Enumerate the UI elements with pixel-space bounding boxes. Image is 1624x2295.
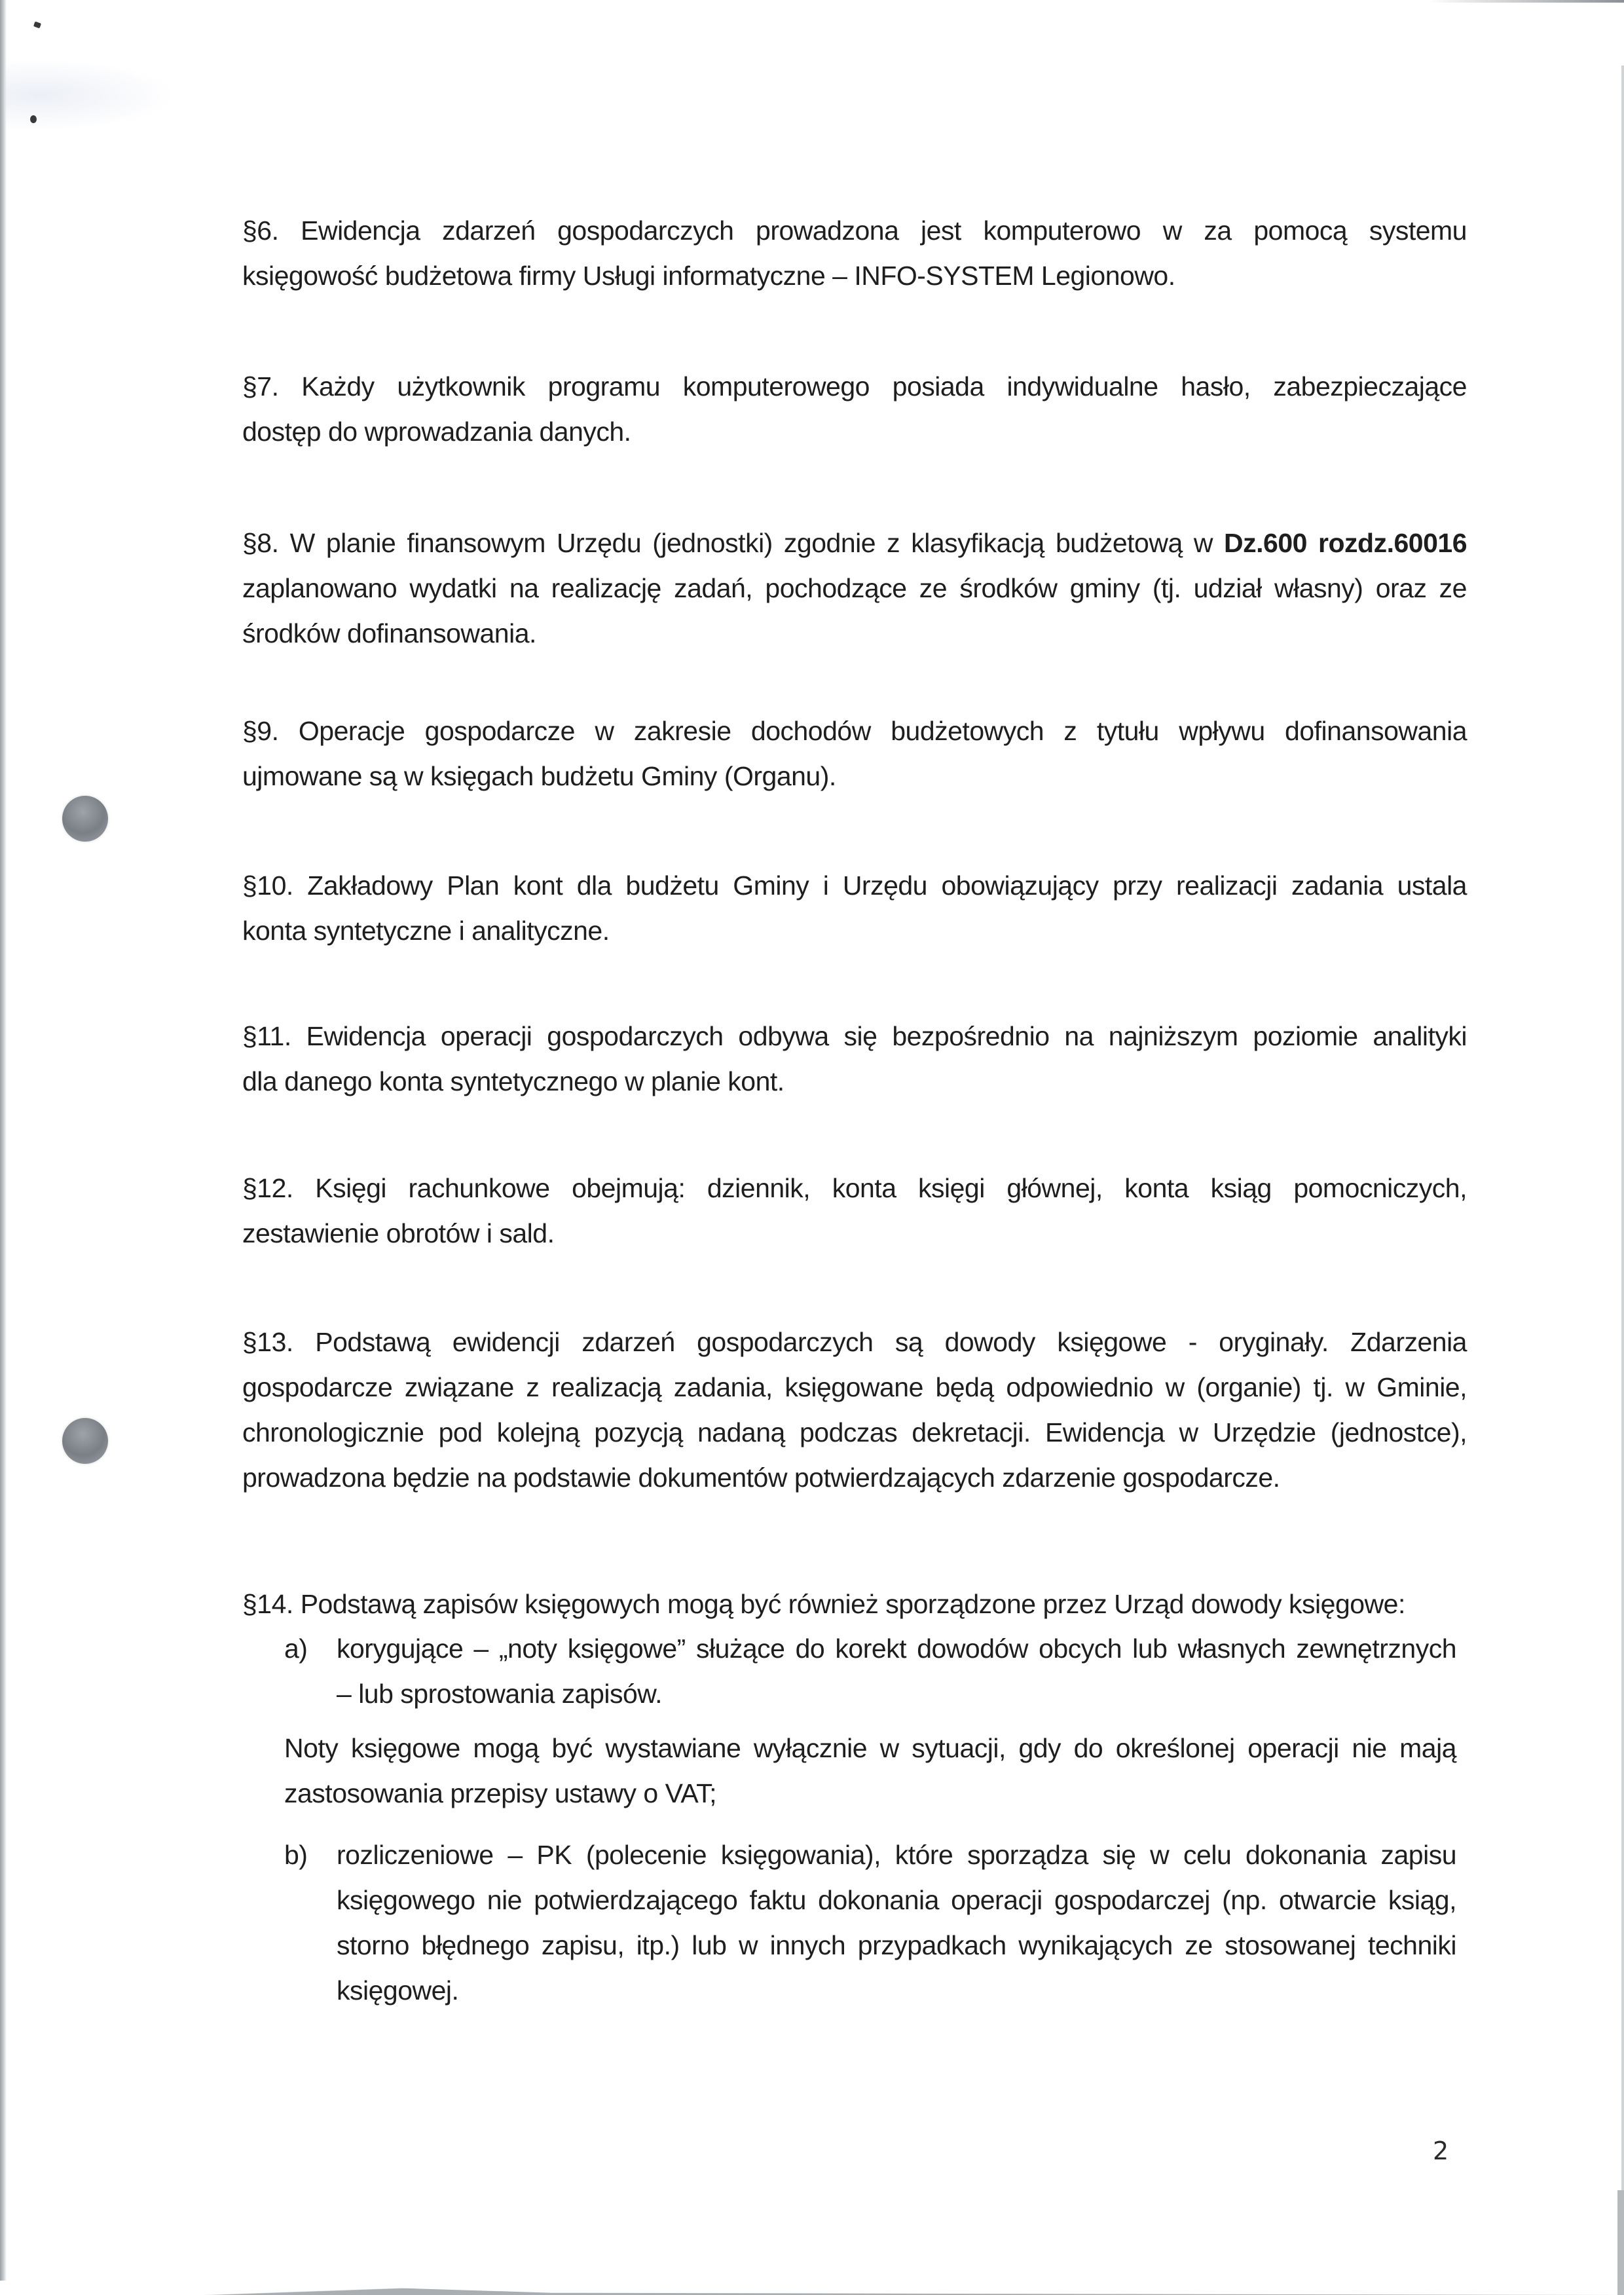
paragraph-line: chronologicznie pod kolejną pozycją nadaną podczas dekretacji. Ewidencja w Urzędzie (jednostce), — [242, 1417, 1467, 1447]
paragraph-line: konta syntetyczne i analityczne. — [242, 916, 610, 946]
paragraph-line: dla danego konta syntetycznego w planie kont. — [242, 1066, 784, 1096]
budget-classification: Dz.600 rozdz.60016 — [1224, 528, 1467, 558]
paragraph-line: rozliczeniowe – PK (polecenie księgowania), które sporządza się w celu dokonania zapisu — [337, 1840, 1456, 1870]
paragraph-line: – lub sprostowania zapisów. — [337, 1679, 663, 1709]
paragraph-line: storno błędnego zapisu, itp.) lub w innych przypadkach wynikających ze stosowanej techniki — [337, 1930, 1456, 1960]
scan-speck — [30, 115, 37, 123]
scan-bottom-edge — [0, 2281, 1624, 2295]
paragraph-line: środków dofinansowania. — [242, 618, 536, 648]
paragraph-line: §7. Każdy użytkownik programu komputerowego posiada indywidualne hasło, zabezpieczające — [242, 371, 1467, 401]
scan-left-edge — [0, 0, 7, 2295]
paragraph-line: gospodarcze związane z realizacją zadania, księgowane będą odpowiednio w (organie) tj. w Gminie, — [242, 1372, 1467, 1402]
paragraph-line: §13. Podstawą ewidencji zdarzeń gospodarczych są dowody księgowe - oryginały. Zdarzenia — [242, 1327, 1467, 1357]
paragraph-line: §10. Zakładowy Plan kont dla budżetu Gminy i Urzędu obowiązujący przy realizacji zadania ustala — [242, 870, 1467, 901]
punch-hole — [62, 796, 108, 842]
paragraph-line: zestawienie obrotów i sald. — [242, 1218, 555, 1248]
paragraph-line: Noty księgowe mogą być wystawiane wyłącznie w sytuacji, gdy do określonej operacji nie mają — [284, 1733, 1456, 1763]
list-marker: b) — [284, 1840, 308, 1870]
paragraph-12 — [242, 1166, 1467, 1256]
scan-top-edge — [1428, 0, 1624, 3]
vat-note — [284, 1726, 1456, 1816]
list-marker: a) — [284, 1633, 308, 1664]
paragraph-line: zaplanowano wydatki na realizację zadań, pochodzące ze środków gminy (tj. udział własny) oraz ze — [242, 573, 1467, 603]
paragraph-13 — [242, 1320, 1467, 1501]
paragraph-9 — [242, 709, 1467, 799]
paragraph-line: dostęp do wprowadzania danych. — [242, 417, 631, 447]
page-number: 2 — [1433, 2136, 1449, 2165]
paragraph-line: księgowej. — [337, 1975, 459, 2006]
paragraph-7 — [242, 364, 1467, 455]
list-item-body — [337, 1626, 1456, 1717]
paragraph-line — [242, 521, 1467, 566]
paragraph-14 — [242, 1582, 1467, 1627]
paragraph-line: §12. Księgi rachunkowe obejmują: dziennik, konta księgi głównej, konta ksiąg pomocniczych, — [242, 1173, 1467, 1203]
scan-speck — [33, 22, 41, 29]
paragraph-line: ujmowane są w księgach budżetu Gminy (Organu). — [242, 761, 836, 791]
paragraph-text: §8. W planie finansowym Urzędu (jednostki) zgodnie z klasyfikacją budżetową w — [242, 528, 1225, 558]
paragraph-8 — [242, 521, 1467, 656]
paragraph-line: §6. Ewidencja zdarzeń gospodarczych prowadzona jest komputerowo w za pomocą systemu — [242, 215, 1467, 246]
paragraph-line: §14. Podstawą zapisów księgowych mogą być również sporządzone przez Urząd dowody księgowe: — [242, 1589, 1405, 1619]
scan-bottom-right-edge — [1617, 2190, 1624, 2295]
paragraph-10 — [242, 863, 1467, 954]
punch-hole — [62, 1418, 108, 1464]
paragraph-line: korygujące – „noty księgowe” służące do korekt dowodów obcych lub własnych zewnętrznych — [337, 1633, 1456, 1664]
paragraph-line: księgowego nie potwierdzającego faktu dokonania operacji gospodarczej (np. otwarcie ksiąg, — [337, 1885, 1456, 1915]
paragraph-line: §9. Operacje gospodarcze w zakresie dochodów budżetowych z tytułu wpływu dofinansowania — [242, 716, 1467, 746]
paragraph-11 — [242, 1014, 1467, 1104]
scan-right-edge — [1621, 65, 1624, 2295]
paragraph-line: §11. Ewidencja operacji gospodarczych odbywa się bezpośrednio na najniższym poziomie analityki — [242, 1021, 1467, 1051]
list-item-body — [337, 1833, 1456, 2013]
paragraph-line: prowadzona będzie na podstawie dokumentów potwierdzających zdarzenie gospodarcze. — [242, 1463, 1280, 1493]
paragraph-line: księgowość budżetowa firmy Usługi informatyczne – INFO-SYSTEM Legionowo. — [242, 261, 1175, 291]
paragraph-line: zastosowania przepisy ustawy o VAT; — [284, 1778, 717, 1808]
paragraph-6 — [242, 208, 1467, 299]
